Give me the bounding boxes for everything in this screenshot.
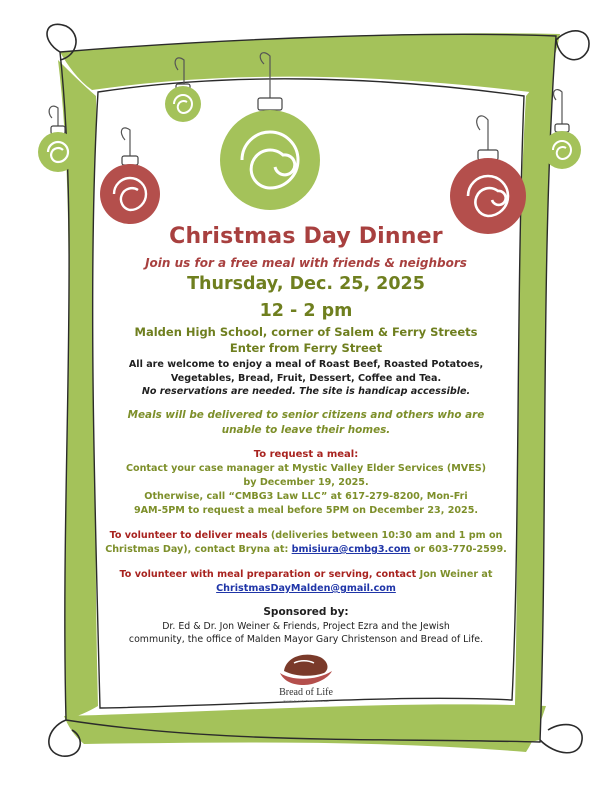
bread-of-life-tagline: Food for the body · Nurture for the soul — [283, 700, 329, 703]
bryna-email-link[interactable]: bmisiura@cmbg3.com — [291, 544, 411, 555]
frame-bottom-band — [64, 704, 546, 752]
sponsor-line-2: community, the office of Malden Mayor Gary Christenson and Bread of Life. — [128, 634, 484, 645]
flyer-subtitle: Join us for a free meal with friends & neighbors — [145, 256, 467, 270]
christmas-day-malden-email-link[interactable]: ChristmasDayMalden@gmail.com — [216, 583, 396, 594]
volunteer-deliver-hours: (deliveries between 10:30 am and 1 pm on — [267, 530, 503, 541]
ornament-red-left — [100, 164, 160, 224]
event-location: Malden High School, corner of Salem & Ferry Streets — [134, 325, 478, 339]
request-line-2: by December 19, 2025. — [243, 477, 369, 488]
event-entrance: Enter from Ferry Street — [229, 341, 383, 355]
bryna-phone: or 603-770-2599. — [410, 544, 507, 555]
volunteer-prep-line-2 — [90, 583, 522, 594]
bread-of-life-logo — [268, 647, 344, 705]
menu-line-3: No reservations are needed. The site is handicap accessible. — [141, 386, 471, 397]
flyer-title: Christmas Day Dinner — [169, 224, 443, 249]
sponsor-heading: Sponsored by: — [263, 606, 349, 618]
bread-of-life-bread-icon — [284, 655, 327, 676]
volunteer-deliver-line-2 — [90, 544, 522, 555]
delivery-line-1: Meals will be delivered to senior citizens and others who are — [127, 409, 485, 421]
volunteer-deliver-contact: Christmas Day), contact Bryna at: — [105, 544, 292, 555]
request-line-3: Otherwise, call “CMBG3 Law LLC” at 617-279-8200, Mon-Fri — [144, 491, 468, 502]
sponsor-line-1: Dr. Ed & Dr. Jon Weiner & Friends, Project Ezra and the Jewish — [162, 621, 450, 632]
volunteer-prep-contact: Jon Weiner at — [416, 569, 493, 580]
volunteer-deliver-heading: To volunteer to deliver meals — [109, 530, 268, 541]
event-date: Thursday, Dec. 25, 2025 — [187, 274, 425, 294]
ornament-green-small-left — [38, 132, 78, 172]
ornament-red-right — [450, 158, 526, 234]
volunteer-deliver-line-1 — [90, 530, 522, 541]
menu-line-2: Vegetables, Bread, Fruit, Dessert, Coffee and Tea. — [170, 373, 442, 384]
request-line-1: Contact your case manager at Mystic Valley Elder Services (MVES) — [125, 463, 487, 474]
ornament-green-large-center — [220, 110, 320, 210]
bread-of-life-wordmark: Bread of Life — [279, 687, 333, 698]
request-heading: To request a meal: — [253, 449, 359, 460]
menu-line-1: All are welcome to enjoy a meal of Roast Beef, Roasted Potatoes, — [128, 359, 484, 370]
volunteer-prep-line-1 — [90, 569, 522, 580]
request-line-4: 9AM-5PM to request a meal before 5PM on December 23, 2025. — [133, 505, 479, 516]
volunteer-prep-heading: To volunteer with meal preparation or serving, contact — [119, 569, 417, 580]
ornament-green-small-right — [543, 131, 581, 169]
ornament-green-small-top — [165, 86, 201, 122]
event-time: 12 - 2 pm — [259, 301, 353, 321]
delivery-line-2: unable to leave their homes. — [221, 424, 391, 436]
